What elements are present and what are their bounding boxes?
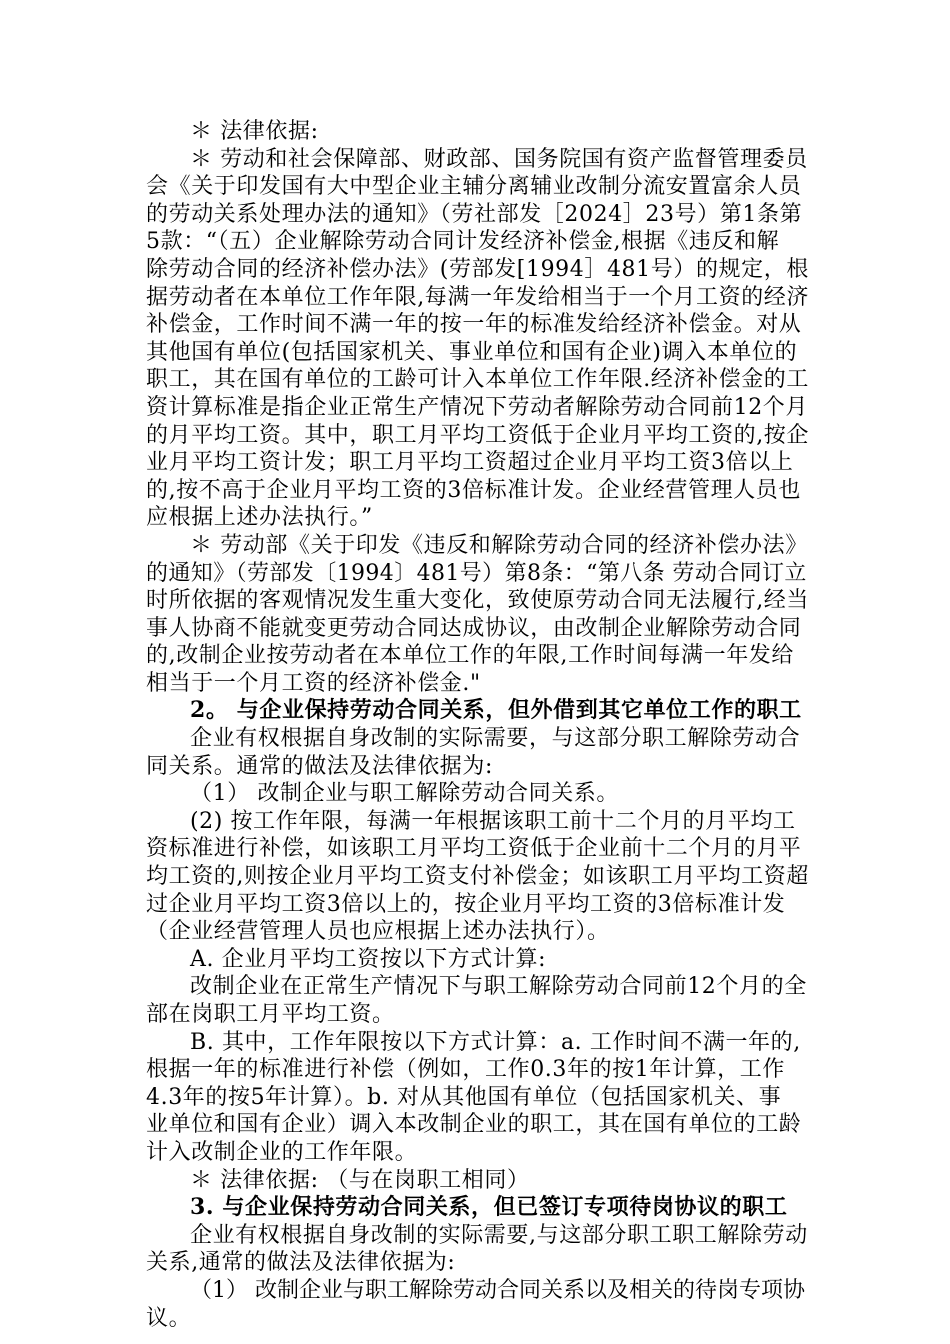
text-line: 议。 [146,1305,192,1331]
text-line: 据劳动者在本单位工作年限,每满一年发给相当于一个月工资的经济 [146,284,809,310]
text-line: 相当于一个月工资的经济补偿金." [146,670,481,696]
text-line: 的劳动关系处理办法的通知》（劳社部发［2024］23号）第1条第 [146,201,803,227]
text-line: 的,改制企业按劳动者在本单位工作的年限,工作时间每满一年发给 [146,643,794,669]
text-line: 计入改制企业的工作年限。 [146,1139,418,1165]
text-line: ＊ 劳动和社会保障部、财政部、国务院国有资产监督管理委员 [190,146,808,172]
text-line: 事人协商不能就变更劳动合同达成协议，由改制企业解除劳动合同 [146,615,802,641]
section-heading: 3. 与企业保持劳动合同关系，但已签订专项待岗协议的职工 [190,1194,788,1221]
text-line: 4.3年的按5年计算）。b. 对从其他国有单位（包括国家机关、事 [146,1084,782,1110]
text-line: 的通知》（劳部发〔1994〕481号）第8条：“第八条 劳动合同订立 [146,560,807,586]
text-line: 同关系。通常的做法及法律依据为: [146,753,494,779]
document-page [146,118,810,1332]
text-line: 时所依据的客观情况发生重大变化，致使原劳动合同无法履行,经当 [146,588,809,614]
text-line: 关系,通常的做法及法律依据为: [146,1250,456,1276]
text-line: ＊ 法律依据: [190,119,319,144]
text-line: 除劳动合同的经济补偿办法》(劳部发[1994］481号）的规定，根 [146,256,809,282]
text-line: 5款：“（五）企业解除劳动合同计发经济补偿金,根据《违反和解 [146,229,780,255]
text-line: 职工，其在国有单位的工龄可计入本单位工作年限.经济补偿金的工 [146,367,809,393]
text-line: 业单位和国有企业）调入本改制企业的职工，其在国有单位的工龄 [146,1112,802,1138]
text-line: （1） 改制企业与职工解除劳动合同关系。 [190,781,619,807]
section-heading: 2。 与企业保持劳动合同关系，但外借到其它单位工作的职工 [190,697,802,724]
text-line: 会《关于印发国有大中型企业主辅分离辅业改制分流安置富余人员 [146,174,802,200]
text-line: （1） 改制企业与职工解除劳动合同关系以及相关的待岗专项协 [190,1277,805,1303]
text-line: 过企业月平均工资3倍以上的，按企业月平均工资的3倍标准计发 [146,891,786,917]
text-line: 部在岗职工月平均工资。 [146,1002,395,1027]
text-line: 均工资的,则按企业月平均工资支付补偿金；如该职工月平均工资超 [146,864,809,890]
text-line: 企业有权根据自身改制的实际需要，与这部分职工解除劳动合 [190,726,801,752]
text-line: 业月平均工资计发；职工月平均工资超过企业月平均工资3倍以上 [146,450,794,476]
text-line: （企业经营管理人员也应根据上述办法执行）。 [146,919,610,945]
text-line: 改制企业在正常生产情况下与职工解除劳动合同前12个月的全 [190,974,807,1000]
text-line: ＊ 法律依据: （与在岗职工相同） [190,1167,530,1193]
text-line: 的,按不高于企业月平均工资的3倍标准计发。企业经营管理人员也 [146,477,801,503]
text-line: 企业有权根据自身改制的实际需要,与这部分职工职工解除劳动 [190,1222,808,1248]
text-line: 资标准进行补偿，如该职工月平均工资低于企业前十二个月的月平 [146,836,802,862]
text-line: 的月平均工资。其中，职工月平均工资低于企业月平均工资的,按企 [146,422,809,448]
text-line: A. 企业月平均工资按以下方式计算: [190,946,547,972]
text-line: 补偿金，工作时间不满一年的按一年的标准发给经济补偿金。对从 [146,312,802,338]
text-line: 资计算标准是指企业正常生产情况下劳动者解除劳动合同前12个月 [146,394,808,420]
text-line: ＊ 劳动部《关于印发《违反和解除劳动合同的经济补偿办法》 [190,532,808,558]
text-line: 其他国有单位(包括国家机关、事业单位和国有企业)调入本单位的 [146,339,798,365]
text-line: 根据一年的标准进行补偿（例如，工作0.3年的按1年计算，工作 [146,1057,785,1083]
text-line: (2) 按工作年限，每满一年根据该职工前十二个月的月平均工 [190,808,796,834]
text-line: B. 其中，工作年限按以下方式计算：a. 工作时间不满一年的, [190,1029,801,1055]
text-line: 应根据上述办法执行。” [146,505,373,531]
